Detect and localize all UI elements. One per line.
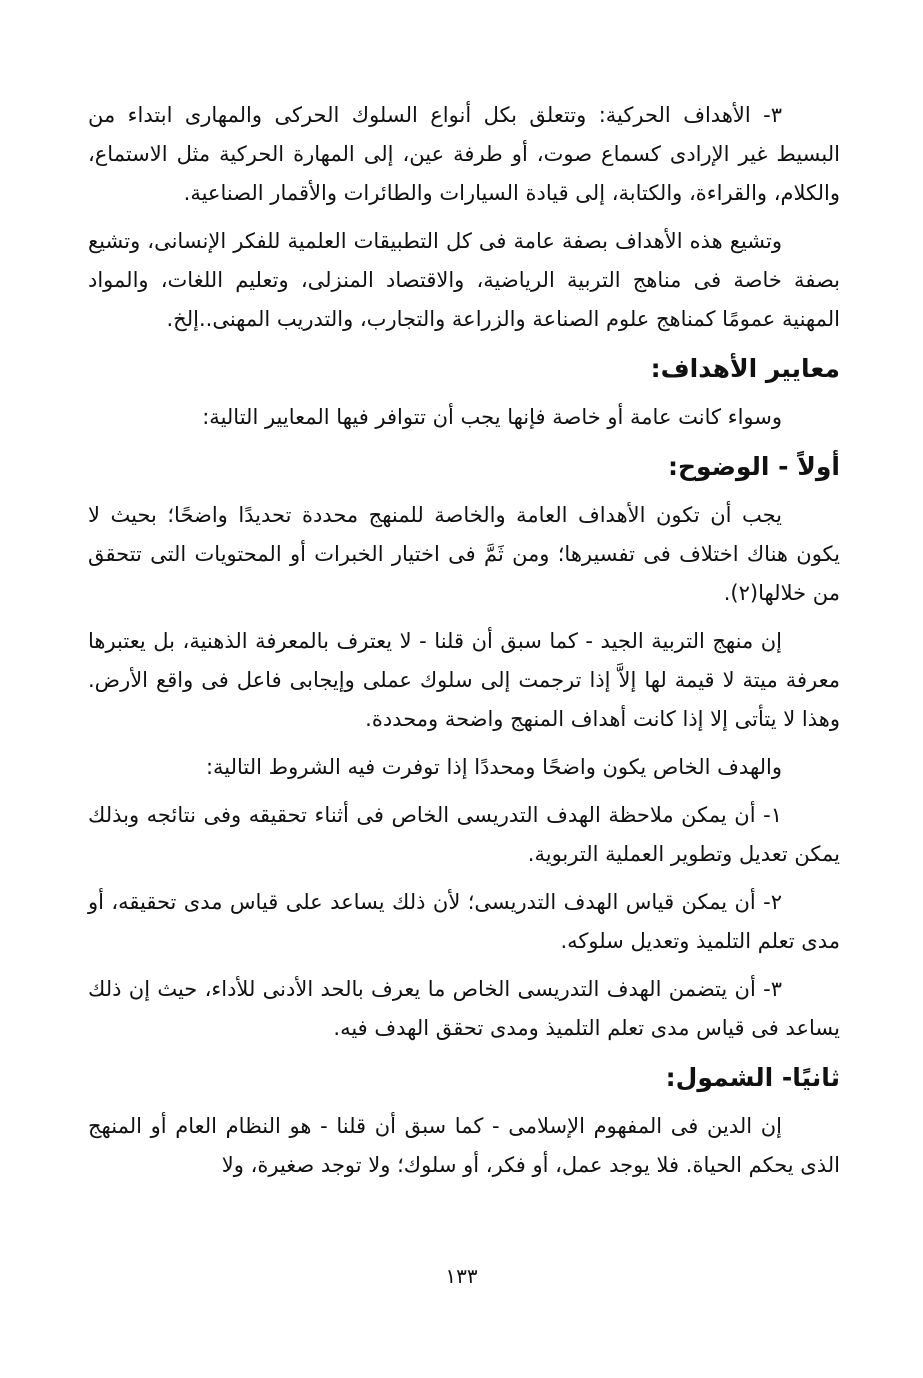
paragraph-specific-objective-conditions: والهدف الخاص يكون واضحًا ومحددًا إذا توفرت فيه الشروط التالية: <box>205 755 782 779</box>
page-body <box>88 96 840 1194</box>
paragraph-condition-2: ٢- أن يمكن قياس الهدف التدريسى؛ لأن ذلك يساعد على قياس مدى تحقيقه، أو مدى تعلم التلميذ وتعديل سلوكه. <box>88 890 840 953</box>
heading-objectives-criteria: معايير الأهداف: <box>650 354 840 383</box>
paragraph-religion-concept: إن الدين فى المفهوم الإسلامى - كما سبق أن قلنا - هو النظام العام أو المنهج الذى يحكم الحياة. فلا يوجد عمل، أو فكر، أو سلوك؛ ولا توجد صغيرة، ولا <box>88 1114 840 1177</box>
paragraph-objectives-usage: وتشيع هذه الأهداف بصفة عامة فى كل التطبيقات العلمية للفكر الإنسانى، وتشيع بصفة خاصة فى مناهج التربية الرياضية، والاقتصاد المنزلى، وتعليم اللغات، والمواد المهنية عمومًا كمناهج علوم الصناعة والزراعة والتجارب، والتدريب المهنى..إلخ. <box>88 229 840 331</box>
heading-clarity: أولاً - الوضوح: <box>668 452 840 481</box>
page-number: ١٣٣ <box>445 1264 478 1288</box>
paragraph-good-curriculum: إن منهج التربية الجيد - كما سبق أن قلنا - لا يعترف بالمعرفة الذهنية، بل يعتبرها معرفة ميتة لا قيمة لها إلاَّ إذا ترجمت إلى سلوك عملى وإيجابى فاعل فى واقع الأرض. وهذا لا يتأتى إلا إذا كانت أهداف المنهج واضحة ومحددة. <box>88 629 840 731</box>
paragraph-motor-objectives: ٣- الأهداف الحركية: وتتعلق بكل أنواع السلوك الحركى والمهارى ابتداء من البسيط غير الإرادى كسماع صوت، أو طرفة عين، إلى المهارة الحركية مثل الاستماع، والكلام، والقراءة، والكتابة، إلى قيادة السيارات والطائرات والأقمار الصناعية. <box>88 103 840 205</box>
paragraph-clarity-definition: يجب أن تكون الأهداف العامة والخاصة للمنهج محددة تحديدًا واضحًا؛ بحيث لا يكون هناك اختلاف فى تفسيرها؛ ومن ثَمَّ فى اختيار الخبرات أو المحتويات التى تتحقق من خلالها(٢). <box>88 503 840 605</box>
paragraph-condition-1: ١- أن يمكن ملاحظة الهدف التدريسى الخاص فى أثناء تحقيقه وفى نتائجه وبذلك يمكن تعديل وتطوير العملية التربوية. <box>88 803 840 866</box>
paragraph-criteria-intro: وسواء كانت عامة أو خاصة فإنها يجب أن تتوافر فيها المعايير التالية: <box>202 405 782 429</box>
paragraph-condition-3: ٣- أن يتضمن الهدف التدريسى الخاص ما يعرف بالحد الأدنى للأداء، حيث إن ذلك يساعد فى قياس مدى تعلم التلميذ ومدى تحقق الهدف فيه. <box>88 977 840 1040</box>
heading-comprehensiveness: ثانيًا- الشمول: <box>665 1063 840 1092</box>
